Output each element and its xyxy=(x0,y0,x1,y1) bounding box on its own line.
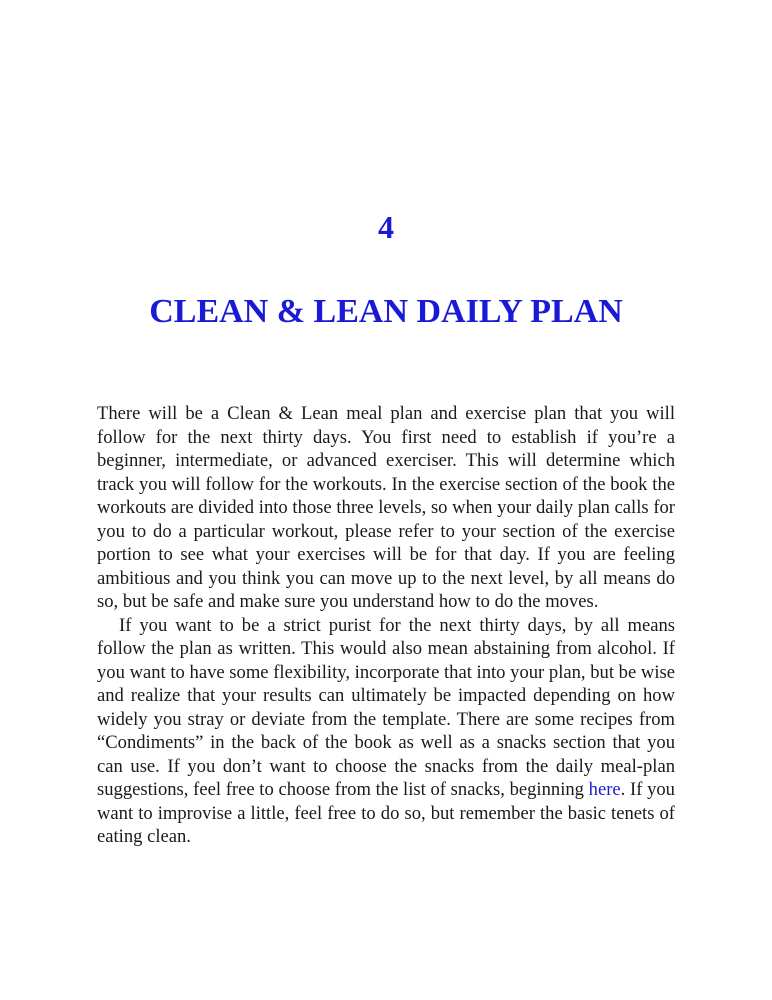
paragraph-2 xyxy=(97,614,675,849)
snacks-here-link[interactable]: here xyxy=(588,779,621,800)
paragraph-2-text-after-link: . If you want to improvise a little, feel free to do so, but remember the basic tenets of eating clean. xyxy=(97,779,675,847)
paragraph-1: There will be a Clean & Lean meal plan and exercise plan that you will follow for the next thirty days. You first need to establish if you’re a beginner, intermediate, or advanced exerciser. This will determine which track you will follow for the workouts. In the exercise section of the book the workouts are divided into those three levels, so when your daily plan calls for you to do a particular workout, please refer to your section of the exercise portion to see what your exercises will be for that day. If you are feeling ambitious and you think you can move up to the next level, by all means do so, but be safe and make sure you understand how to do the moves. xyxy=(97,403,675,612)
paragraph-2-text-before-link: If you want to be a strict purist for the next thirty days, by all means follow the plan as written. This would also mean abstaining from alcohol. If you want to have some flexibility, incorporate that into your plan, but be wise and realize that your results can ultimately be impacted depending on how widely you stray or deviate from the template. There are some recipes from “Condiments” in the back of the book as well as a snacks section that you can use. If you don’t want to choose the snacks from the daily meal-plan suggestions, feel free to choose from the list of snacks, beginning xyxy=(97,614,675,800)
chapter-number: 4 xyxy=(378,209,394,245)
chapter-title: CLEAN & LEAN DAILY PLAN xyxy=(149,293,623,330)
chapter-body xyxy=(97,402,675,849)
